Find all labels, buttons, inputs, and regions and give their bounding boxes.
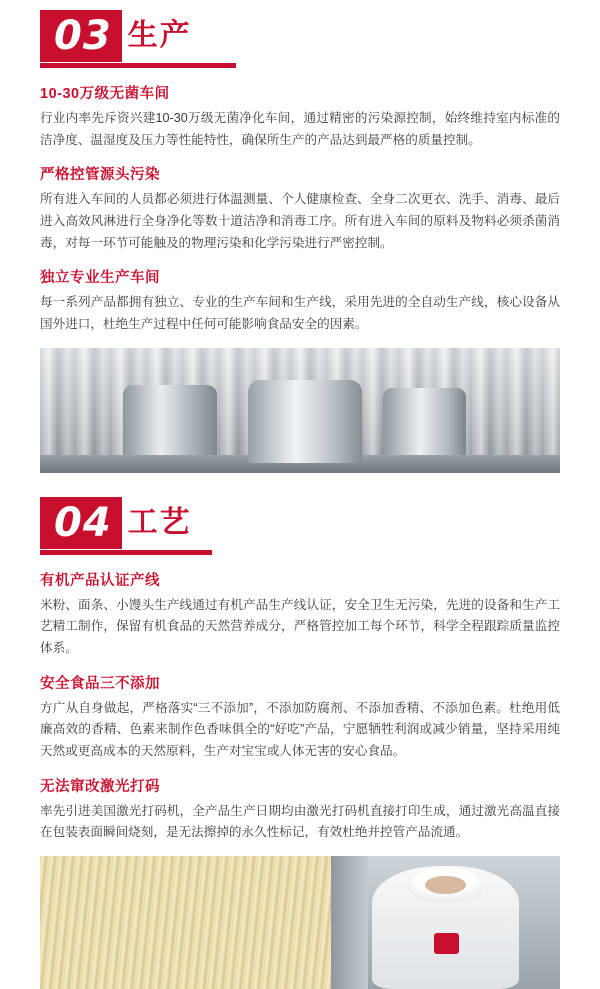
subsection-heading: 严格控管源头污染 [40, 167, 160, 184]
subsection-heading: 10-30万级无菌车间 [40, 86, 170, 102]
tank-decoration [383, 388, 466, 463]
section-banner-inner [40, 10, 202, 62]
subsection-paragraph: 米粉、面条、小馒头生产线通过有机产品生产线认证，安全卫生无污染，先进的设备和生产工艺精工制作，保留有机食品的天然营养成分，严格管控加工每个环节，科学全程跟踪质量监控体系。 [40, 597, 560, 655]
brand-logo-decoration [434, 933, 459, 954]
subsection-paragraph: 行业内率先斥资兴建10-30万级无菌净化车间，通过精密的污染源控制，始终维持室内标准的洁净度、温湿度及压力等性能特性，确保所生产的产品达到最严格的质量控制。 [40, 111, 560, 147]
section-number: 03 [40, 10, 122, 62]
subsection-paragraph: 率先引进美国激光打码机，全产品生产日期均由激光打码机直接打印生成，通过激光高温直接在包装表面瞬间烧刻，是无法擦掉的永久性标记，有效杜绝并控管产品流通。 [40, 803, 560, 840]
section-number: 04 [40, 497, 122, 549]
section-title: 生产 [127, 19, 192, 52]
subsection-heading: 有机产品认证产线 [40, 572, 160, 589]
subsection-paragraph: 所有进入车间的人员都必须进行体温测量、个人健康检查、全身二次更衣、洗手、消毒、最后进入高效风淋进行全身净化等数十道洁净和消毒工序。所有进入车间的原料及物料必须杀菌消毒，对每一环节可能触及的物理污染和化学污染进行严密控制。 [40, 192, 560, 250]
section-underline [40, 550, 212, 555]
process-line-photo [40, 856, 560, 989]
section-banner-04 [40, 497, 560, 555]
cleanroom-worker-photo-half [331, 856, 560, 989]
subsection-paragraph: 每一系列产品都拥有独立、专业的生产车间和生产线，采用先进的全自动生产线，核心设备从国外进口，杜绝生产过程中任何可能影响食品安全的因素。 [40, 295, 560, 331]
noodles-photo-half [40, 856, 331, 989]
section-banner-inner [40, 497, 202, 549]
machine-rail-decoration [331, 856, 368, 989]
section-title: 工艺 [127, 505, 192, 539]
section-banner-03 [40, 10, 560, 68]
subsection-heading: 独立专业生产车间 [40, 270, 160, 287]
production-workshop-photo [40, 348, 560, 473]
floor-decoration [40, 455, 560, 473]
document-page [0, 10, 600, 873]
subsection-heading: 安全食品三不添加 [40, 675, 160, 692]
subsection-paragraph: 方广从自身做起，严格落实“三不添加”，不添加防腐剂、不添加香精、不添加色素。杜绝用低廉高效的香精、色素来制作色香味俱全的“好吃”产品，宁愿牺牲利润或减少销量，坚持采用纯天然或更高成本的天然原料，生产对宝宝或人体无害的安心食品。 [40, 700, 560, 758]
subsection-heading: 无法窜改激光打码 [40, 778, 160, 795]
section-underline [40, 63, 236, 68]
